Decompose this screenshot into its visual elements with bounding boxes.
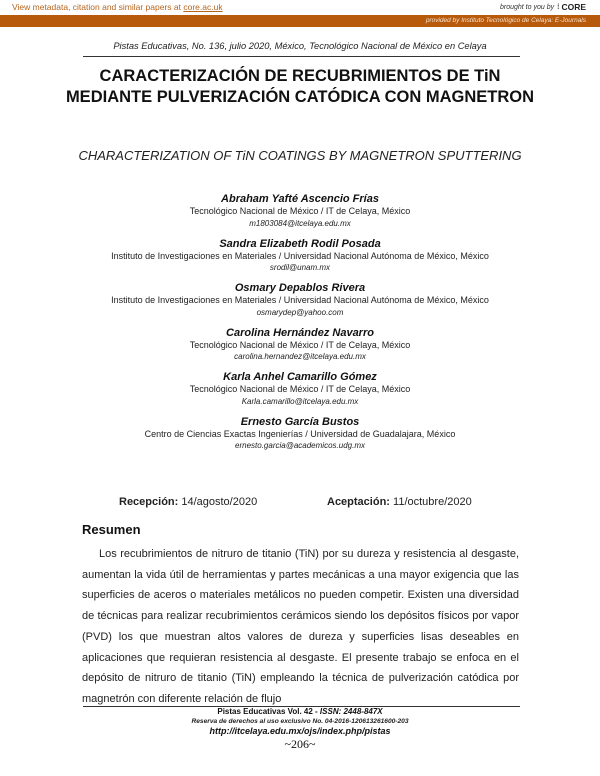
- author-block: [0, 415, 600, 452]
- author-list: [0, 192, 600, 459]
- author-block: [0, 326, 600, 363]
- author-affiliation: Instituto de Investigaciones en Materiales / Universidad Nacional Autónoma de México, México: [111, 295, 489, 305]
- author-name: Sandra Elizabeth Rodil Posada: [219, 237, 381, 250]
- footer-url[interactable]: http://itcelaya.edu.mx/ojs/index.php/pistas: [209, 726, 391, 736]
- author-email[interactable]: m1803084@itcelaya.edu.mx: [249, 218, 351, 228]
- abstract-body: [82, 544, 519, 710]
- author-affiliation: Tecnológico Nacional de México / IT de Celaya, México: [189, 339, 411, 350]
- core-logo[interactable]: ⁞ CORE: [557, 2, 586, 12]
- author-email[interactable]: carolina.hernandez@itcelaya.edu.mx: [234, 352, 366, 361]
- author-name: Abraham Yafté Ascencio Frías: [221, 193, 379, 205]
- acceptance-date: Aceptación: 11/octubre/2020: [327, 496, 472, 508]
- author-email[interactable]: osmarydep@yahoo.com: [256, 307, 344, 317]
- author-email[interactable]: Karla.camarillo@itcelaya.edu.mx: [241, 396, 359, 406]
- core-provider-bar: [0, 15, 600, 27]
- author-name: Carolina Hernández Navarro: [226, 326, 374, 339]
- author-name: Osmary Depablos Rivera: [234, 282, 366, 294]
- author-affiliation: Tecnológico Nacional de México / IT de Celaya, México: [189, 206, 411, 216]
- core-link[interactable]: core.ac.uk: [183, 2, 223, 12]
- author-email[interactable]: srodil@unam.mx: [269, 263, 331, 272]
- abstract-heading: Resumen: [82, 522, 141, 537]
- author-email[interactable]: ernesto.garcia@academicos.udg.mx: [235, 441, 365, 450]
- footer-rights: Reserva de derechos al uso exclusivo No. 04-2016-120613261600-203: [191, 718, 409, 725]
- abstract-paragraph: Los recubrimientos de nitruro de titanio (TiN) por su dureza y resistencia al desgaste, aumentan la vida útil de herramientas y partes mecánicas a una mayor exigencia que las superficies de aceros o materiales metálicos no pueden competir. Existen una diversidad de técnicas para realizar recubrimientos cerámicos siendo los depósitos físicos por vapor (PVD) los que muestran altos valores de dureza y superficies lisas deseables en aplicaciones que requieran resistencia al desgaste. El presente trabajo se enfoca en el depósito de nitruro de titanio (TiN) empleando la técnica de pulverización catódica por magnetrón con diferente relación de flujo: [82, 548, 519, 705]
- paper-title: CARACTERIZACIÓN DE RECUBRIMIENTOS DE TiN MEDIANTE PULVERIZACIÓN CATÓDICA CON MAGNETRON: [65, 67, 535, 106]
- paper-subtitle: CHARACTERIZATION OF TiN COATINGS BY MAGNETRON SPUTTERING: [78, 148, 522, 163]
- footer-journal: Pistas Educativas Vol. 42 - ISSN: 2448-847X: [217, 707, 383, 716]
- reception-date: Recepción: 14/agosto/2020: [119, 496, 258, 508]
- author-block: [0, 192, 600, 229]
- author-affiliation: Tecnológico Nacional de México / IT de Celaya, México: [189, 384, 411, 394]
- core-brought-by: brought to you by ⁞ CORE: [500, 2, 586, 12]
- core-logo-icon: ⁞: [557, 3, 560, 11]
- author-name: Ernesto García Bustos: [240, 415, 360, 428]
- running-head: Pistas Educativas, No. 136, julio 2020, México, Tecnológico Nacional de México en Celaya: [113, 41, 487, 51]
- core-metadata-text: View metadata, citation and similar papers at core.ac.uk: [12, 2, 223, 12]
- author-block: [0, 237, 600, 274]
- author-affiliation: Centro de Ciencias Exactas Ingenierías / Universidad de Guadalajara, México: [144, 428, 456, 439]
- author-affiliation: Instituto de Investigaciones en Materiales / Universidad Nacional Autónoma de México, México: [111, 250, 489, 261]
- author-block: [0, 370, 600, 407]
- core-banner: [0, 0, 600, 14]
- author-name: Karla Anhel Camarillo Gómez: [223, 371, 377, 383]
- page-number: ~206~: [284, 737, 316, 751]
- page-footer: [0, 707, 600, 751]
- author-block: [0, 281, 600, 318]
- header-divider: [83, 56, 520, 57]
- core-provider-text: provided by Instituto Tecnológico de Celaya: E-Journals: [425, 16, 586, 24]
